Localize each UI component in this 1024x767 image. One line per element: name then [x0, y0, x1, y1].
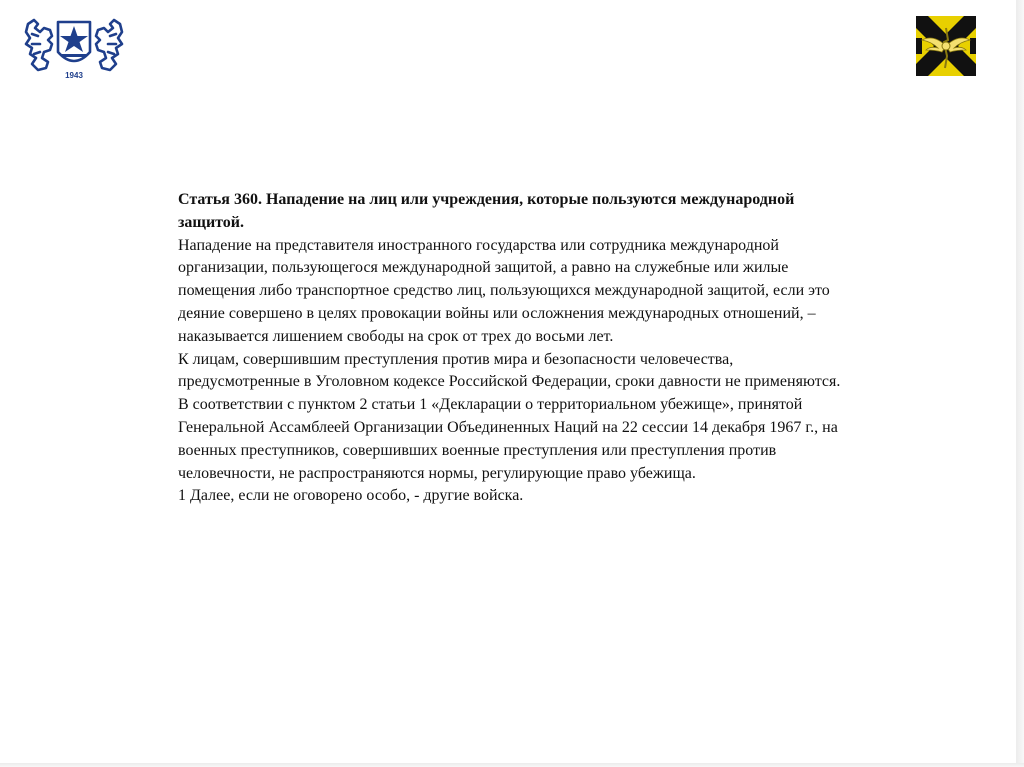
article-heading: Статья 360. Нападение на лиц или учреждения, которые пользуются международной защитой.	[178, 191, 795, 231]
winged-emblem-icon	[916, 16, 976, 76]
emblem-year: 1943	[65, 71, 83, 80]
article-paragraph: Нападение на представителя иностранного государства или сотрудника международной организации, пользующегося международной защитой, а равно на служебные или жилые помещения либо транспортное средство лиц, пользующихся международной защитой, если это деяние совершено в целях провокации войны или осложнения международных отношений, –	[178, 236, 830, 322]
slide-shadow-right	[1016, 0, 1024, 767]
article-text	[178, 189, 858, 508]
slide-shadow-bottom	[0, 763, 1024, 767]
lions-emblem-icon	[22, 14, 126, 84]
article-paragraph: К лицам, совершившим преступления против мира и безопасности человечества, предусмотренные в Уголовном кодексе Российской Федерации, сроки давности не применяются.	[178, 350, 841, 391]
signal-troops-emblem-logo	[916, 16, 976, 76]
article-footnote: 1 Далее, если не оговорено особо, - другие войска.	[178, 487, 524, 505]
university-emblem-logo	[22, 14, 126, 84]
article-paragraph: наказывается лишением свободы на срок от трех до восьми лет.	[178, 327, 614, 345]
article-paragraph: В соответствии с пунктом 2 статьи 1 «Декларации о территориальном убежище», принятой Генеральной Ассамблеей Организации Объединенных Наций на 22 сессии 14 декабря 1967 г., на военных преступников, совершивших военные преступления или преступления против человечности, не распространяются нормы, регулирующие право убежища.	[178, 396, 838, 482]
